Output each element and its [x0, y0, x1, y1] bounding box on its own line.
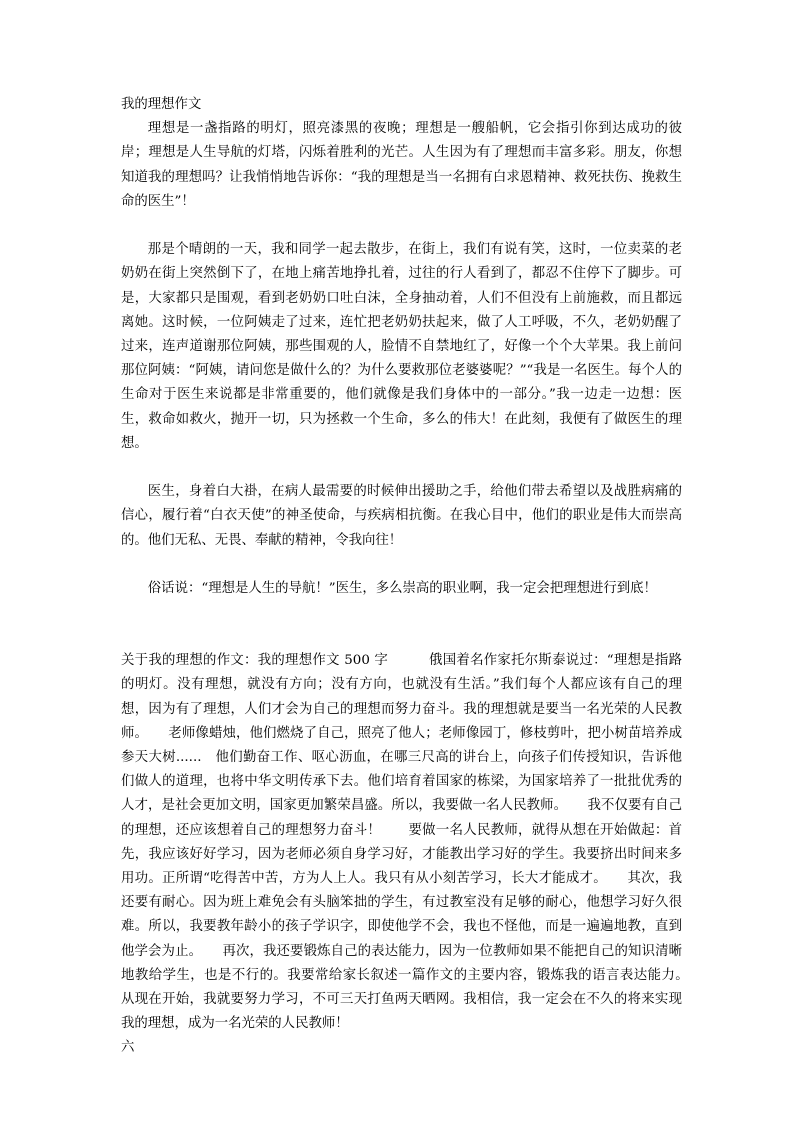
essay2-body: 关于我的理想的作文：我的理想作文 500 字 俄国着名作家托尔斯泰说过：“理想是指路的明灯。没有理想，就没有方向；没有方向，也就没有生活。”我们每个人都应该有自己的理想，因为有了理想，人们才会为自己的理想而努力奋斗。我的理想就是要当一名光荣的人民教师。 老师像蜡烛，他们燃烧了自己，照亮了他人；老师像园丁，修枝剪叶，把小树苗培养成参天大树...... 他们勤奋工作、呕心沥血，在哪三尺高的讲台上，向孩子们传授知识，告诉他们做人的道理，也将中华文明传承下去。他们培育着国家的栋梁，为国家培养了一批批优秀的人才，是社会更加文明，国家更加繁荣昌盛。所以，我要做一名人民教师。 我不仅要有自己的理想，还应该想着自己的理想努力奋斗！ 要做一名人民教师，就得从想在开始做起：首先，我应该好好学习，因为老师必须自身学习好，才能教出学习好的学生。我要挤出时间来多用功。正所谓“吃得苦中苦，方为人上人。我只有从小刻苦学习，长大才能成才。 其次，我还要有耐心。因为班上难免会有头脑笨拙的学生，有过教室没有足够的耐心，他想学习好久很难。所以，我要教年龄小的孩子学识字，即使他学不会，我也不怪他，而是一遍遍地教，直到他学会为止。 再次，我还要锻炼自己的表达能力，因为一位教师如果不能把自己的知识清晰地教给学生，也是不行的。我要常给家长叙述一篇作文的主要内容，锻炼我的语言表达能力。 从现在开始，我就要努力学习，不可三天打鱼两天晒网。我相信，我一定会在不久的将来实现我的理想，成为一名光荣的人民教师！: [121, 653, 709, 1032]
paragraph-gap: [121, 214, 682, 238]
essay1-paragraph-2: 那是个晴朗的一天，我和同学一起去散步，在街上，我们有说有笑，这时，一位卖菜的老奶奶在街上突然倒下了，在地上痛苦地挣扎着，过往的行人看到了，都忍不住停下了脚步。可是，大家都只是围观，看到老奶奶口吐白沫，全身抽动着，人们不但没有上前施救，而且都远离她。这时候，一位阿姨走了过来，连忙把老奶奶扶起来，做了人工呼吸，不久，老奶奶醒了过来，连声道谢那位阿姨，那些围观的人，脸情不自禁地红了，好像一个个大苹果。我上前问那位阿姨：“阿姨，请问您是做什么的？为什么要救那位老婆婆呢？”“我是一名医生。每个人的生命对于医生来说都是非常重要的，他们就像是我们身体中的一部分。”我一边走一边想：医生，救命如救火，抛开一切，只为拯救一个生命，多么的伟大！在此刻，我便有了做医生的理想。: [121, 242, 682, 451]
document-body: [121, 93, 709, 1061]
essay1-paragraph-3: 医生，身着白大褂，在病人最需要的时候伸出援助之手，给他们带去希望以及战胜病痛的信心，履行着“白衣天使”的神圣使命，与疾病相抗衡。在我心目中，他们的职业是伟大而崇高的。他们无私、无畏、奉献的精神，令我向往！: [121, 484, 682, 548]
paragraph-gap: [121, 553, 682, 577]
trailing-character: 六: [121, 1040, 135, 1056]
essay1-paragraph-1: 理想是一盏指路的明灯，照亮漆黑的夜晚；理想是一艘船帆，它会指引你到达成功的彼岸；理想是人生导航的灯塔，闪烁着胜利的光芒。人生因为有了理想而丰富多彩。朋友，你想知道我的理想吗？让我悄悄地告诉你：“我的理想是当一名拥有白求恩精神、救死扶伤、挽救生命的医生”！: [121, 121, 682, 209]
paragraph-gap: [121, 456, 682, 480]
essay1-paragraph-4: 俗话说：“理想是人生的导航！”医生，多么崇高的职业啊，我一定会把理想进行到底！: [147, 581, 657, 597]
section-gap: [121, 601, 682, 649]
essay-title: 我的理想作文: [121, 97, 202, 112]
